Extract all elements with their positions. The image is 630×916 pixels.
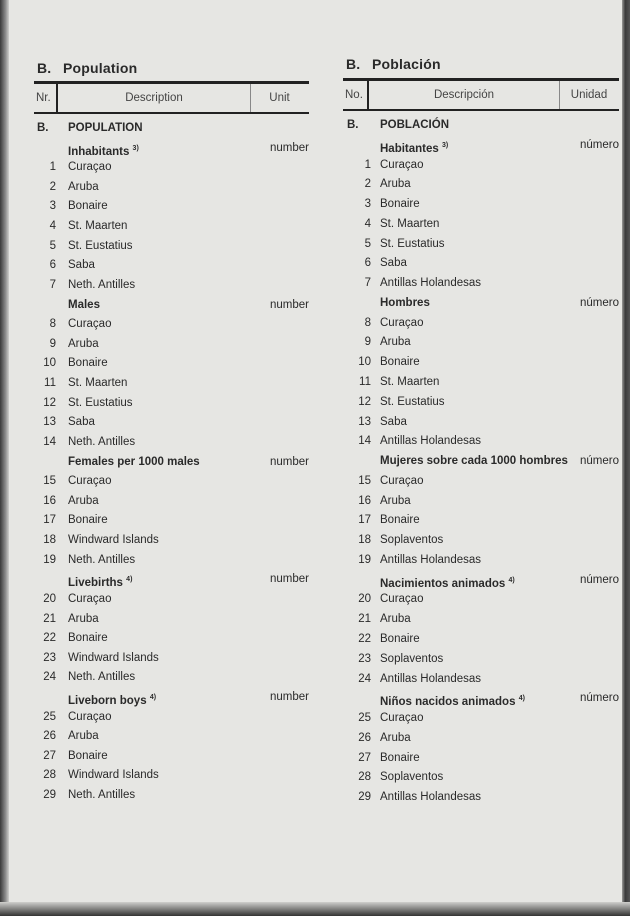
description-text: Liveborn boys [68, 694, 147, 707]
row-description [380, 610, 411, 629]
row-number: 19 [358, 553, 371, 566]
row-number: 12 [358, 395, 371, 408]
description-text: Females per 1000 males [68, 455, 200, 468]
row-number: 9 [364, 336, 371, 349]
header-unit: Unidad [570, 89, 608, 101]
description-text: St. Eustatius [380, 395, 445, 408]
footnote-number: 3) [442, 141, 449, 149]
table-row [0, 531, 630, 550]
table-row [0, 590, 630, 609]
row-description [380, 729, 411, 748]
description-text: Neth. Antilles [68, 553, 136, 566]
row-description [380, 333, 411, 352]
table-row [0, 195, 630, 214]
description-text: St. Eustatius [68, 396, 133, 409]
description-text: Curaçao [68, 592, 112, 605]
description-text: Neth. Antilles [68, 789, 136, 802]
description-text: Nacimientos animados [380, 577, 506, 590]
row-number: 15 [358, 474, 371, 487]
description-text: Curaçao [68, 475, 112, 488]
row-description [380, 294, 430, 313]
row-description [380, 175, 411, 194]
row-description [380, 650, 443, 669]
description-text: Aruba [380, 336, 411, 349]
footnote-ref [505, 578, 514, 590]
row-description [380, 195, 420, 214]
title-text: Population [63, 60, 138, 76]
table-row [0, 729, 630, 748]
row-unit: número [580, 296, 619, 309]
description-text: Bonaire [68, 357, 108, 370]
row-number: 10 [43, 357, 56, 370]
table-row [0, 610, 630, 629]
description-text: Bonaire [68, 200, 108, 213]
row-number: 19 [43, 553, 56, 566]
row-number: 15 [43, 475, 56, 488]
description-text: Bonaire [68, 749, 108, 762]
description-text: Antillas Holandesas [380, 435, 482, 448]
row-description [380, 511, 420, 530]
description-text: Saba [68, 416, 95, 429]
description-text: Bonaire [68, 514, 108, 527]
table-row [0, 235, 630, 254]
table-row [0, 314, 630, 333]
description-text: Curaçao [380, 593, 424, 606]
table-row [0, 709, 630, 728]
description-text: Saba [68, 259, 95, 272]
table-row [0, 353, 630, 372]
row-number: 18 [358, 534, 371, 547]
row-number: 17 [43, 514, 56, 527]
table-row [0, 630, 630, 649]
description-text: Windward Islands [68, 769, 159, 782]
footnote-number: 3) [132, 144, 139, 152]
row-number: 7 [364, 277, 371, 290]
table-group-row [0, 571, 630, 590]
description-text: Curaçao [68, 710, 112, 723]
description-text: Antillas Holandesas [380, 791, 482, 804]
row-number: 13 [43, 416, 56, 429]
row-number: 25 [43, 710, 56, 723]
row-number: 24 [358, 672, 371, 685]
row-description [380, 749, 420, 768]
row-description [380, 670, 481, 689]
footnote-number: 4) [518, 695, 525, 703]
row-unit: number [270, 298, 309, 311]
description-text: Aruba [380, 178, 411, 191]
description-text: Aruba [68, 180, 99, 193]
table-row [0, 254, 630, 273]
description-text: Curaçao [380, 474, 424, 487]
left-table-header [34, 81, 309, 114]
table-row [0, 215, 630, 234]
description-text: Curaçao [380, 158, 424, 171]
row-description [380, 492, 411, 511]
row-number: 23 [358, 652, 371, 665]
description-text: Niños nacidos animados [380, 696, 516, 709]
row-number: 25 [358, 712, 371, 725]
row-description [380, 215, 439, 234]
header-description: Description [56, 84, 251, 112]
row-number: 24 [43, 671, 56, 684]
row-description [380, 531, 443, 550]
row-description [380, 452, 568, 471]
footnote-number: 4) [508, 576, 515, 584]
description-text: Bonaire [380, 356, 420, 369]
row-number: 3 [49, 200, 56, 213]
row-number: 29 [358, 791, 371, 804]
row-number: 2 [49, 180, 56, 193]
description-text: Antillas Holandesas [380, 672, 482, 685]
description-text: Livebirths [68, 577, 123, 590]
row-unit: número [580, 455, 619, 468]
title-text: Población [372, 56, 441, 72]
row-description [380, 254, 407, 273]
row-unit: número [580, 138, 619, 151]
table-row [0, 492, 630, 511]
description-text: Bonaire [380, 514, 420, 527]
row-number: 6 [364, 257, 371, 270]
row-number: 23 [43, 651, 56, 664]
description-text: POBLACIÓN [380, 119, 449, 131]
row-number: 12 [43, 396, 56, 409]
row-number: 16 [43, 494, 56, 507]
row-number: 4 [364, 217, 371, 230]
page-edge [622, 0, 630, 916]
row-number: 28 [358, 771, 371, 784]
table-row [0, 413, 630, 432]
header-nr: Nr. [36, 92, 51, 104]
table-row [0, 749, 630, 768]
row-number: 20 [43, 592, 56, 605]
row-number: 26 [358, 731, 371, 744]
row-number: 13 [358, 415, 371, 428]
row-number: 4 [49, 220, 56, 233]
description-text: Antillas Holandesas [380, 277, 482, 290]
row-number: 8 [49, 318, 56, 331]
description-text: Neth. Antilles [68, 435, 136, 448]
table-group-row [0, 452, 630, 471]
description-text: Bonaire [68, 632, 108, 645]
description-text: Aruba [68, 337, 99, 350]
row-number: 5 [364, 237, 371, 250]
footnote-number: 4) [126, 576, 133, 584]
row-description [380, 768, 443, 787]
description-text: Bonaire [380, 751, 420, 764]
table-row [0, 670, 630, 689]
description-text: St. Eustatius [68, 239, 133, 252]
table-row [0, 650, 630, 669]
description-text: Windward Islands [68, 651, 159, 664]
description-text: Curaçao [68, 161, 112, 174]
row-number: 2 [364, 178, 371, 191]
description-text: Neth. Antilles [68, 671, 136, 684]
header-nr: No. [345, 89, 363, 101]
row-number: 21 [358, 613, 371, 626]
row-description [380, 393, 445, 412]
description-text: Curaçao [380, 712, 424, 725]
section-letter: B. [37, 60, 52, 76]
row-number: 22 [358, 633, 371, 646]
row-number: 28 [43, 769, 56, 782]
row-unit: número [580, 573, 619, 586]
description-text: St. Eustatius [380, 237, 445, 250]
row-number: 10 [358, 356, 371, 369]
table-row [0, 274, 630, 293]
description-text: St. Maarten [68, 220, 128, 233]
row-unit: number [270, 141, 309, 154]
table-group-row [0, 116, 630, 135]
table-row [0, 156, 630, 175]
row-description [380, 156, 423, 175]
row-number: 8 [364, 316, 371, 329]
description-text: Soplaventos [380, 534, 444, 547]
description-text: Bonaire [380, 633, 420, 646]
description-text: Soplaventos [380, 652, 444, 665]
description-text: Habitantes [380, 142, 439, 155]
row-number: 14 [358, 435, 371, 448]
description-text: Soplaventos [380, 771, 444, 784]
description-text: Aruba [68, 612, 99, 625]
description-text: Aruba [68, 494, 99, 507]
table-row [0, 788, 630, 807]
right-page-title [346, 56, 441, 72]
row-description [380, 590, 423, 609]
row-number: 9 [49, 337, 56, 350]
row-description [380, 274, 481, 293]
row-number: 11 [44, 377, 56, 390]
page-bottom-edge [0, 902, 630, 916]
row-number: B. [37, 122, 49, 134]
row-description [380, 353, 420, 372]
row-unit: number [270, 690, 309, 703]
footnote-ref [439, 143, 448, 155]
row-description [380, 413, 407, 432]
row-number: 7 [49, 278, 56, 291]
description-text: Curaçao [380, 316, 424, 329]
description-text: Hombres [380, 296, 430, 309]
row-number: 1 [49, 161, 56, 174]
table-row [0, 175, 630, 194]
section-letter: B. [346, 56, 361, 72]
row-number: B. [347, 119, 359, 131]
footnote-number: 4) [149, 693, 157, 701]
description-text: Inhabitants [68, 145, 130, 158]
row-description [380, 432, 481, 451]
table-row [0, 373, 630, 392]
row-description [380, 235, 445, 254]
description-text: Bonaire [380, 198, 420, 211]
row-number: 26 [43, 730, 56, 743]
row-number: 14 [43, 435, 56, 448]
row-number: 6 [49, 259, 56, 272]
table-group-row [0, 136, 630, 155]
description-text: Neth. Antilles [68, 278, 136, 291]
row-unit: número [580, 692, 619, 705]
description-text: Aruba [68, 730, 99, 743]
row-unit: number [270, 455, 309, 468]
row-number: 21 [43, 612, 56, 625]
description-text: Saba [380, 257, 407, 270]
row-number: 16 [358, 494, 371, 507]
left-page-title [37, 60, 137, 76]
row-number: 27 [358, 751, 371, 764]
table-row [0, 511, 630, 530]
row-description [380, 314, 423, 333]
table-row [0, 551, 630, 570]
row-number: 11 [359, 376, 371, 388]
row-number: 18 [43, 534, 56, 547]
row-unit: number [270, 573, 309, 586]
row-description [380, 373, 439, 392]
row-number: 20 [358, 593, 371, 606]
row-description [380, 788, 481, 807]
row-number: 5 [49, 239, 56, 252]
table-row [0, 432, 630, 451]
description-text: Aruba [380, 731, 411, 744]
row-number: 1 [364, 158, 371, 171]
row-number: 29 [43, 789, 56, 802]
table-group-row [0, 689, 630, 708]
description-text: Aruba [380, 494, 411, 507]
description-text: St. Maarten [380, 376, 440, 388]
row-description [380, 116, 449, 135]
description-text: POPULATION [68, 122, 143, 134]
table-row [0, 472, 630, 491]
header-description: Descripción [367, 81, 560, 109]
description-text: Curaçao [68, 318, 112, 331]
description-text: Males [68, 298, 100, 311]
description-text: St. Maarten [380, 217, 440, 230]
right-table-header [343, 78, 619, 111]
row-number: 22 [43, 632, 56, 645]
description-text: Aruba [380, 613, 411, 626]
description-text: Mujeres sobre cada 1000 hombres [380, 455, 568, 468]
row-number: 17 [358, 514, 371, 527]
header-unit: Unit [269, 92, 290, 104]
table-row [0, 333, 630, 352]
description-text: St. Maarten [68, 377, 128, 390]
table-group-row [0, 294, 630, 313]
row-number: 3 [364, 198, 371, 211]
row-description [380, 472, 423, 491]
row-number: 27 [43, 749, 56, 762]
row-description [380, 709, 423, 728]
description-text: Saba [380, 415, 407, 428]
row-description [380, 630, 420, 649]
description-text: Windward Islands [68, 534, 159, 547]
table-row [0, 768, 630, 787]
table-row [0, 393, 630, 412]
footnote-ref [515, 696, 524, 708]
description-text: Antillas Holandesas [380, 553, 482, 566]
row-description [380, 551, 481, 570]
